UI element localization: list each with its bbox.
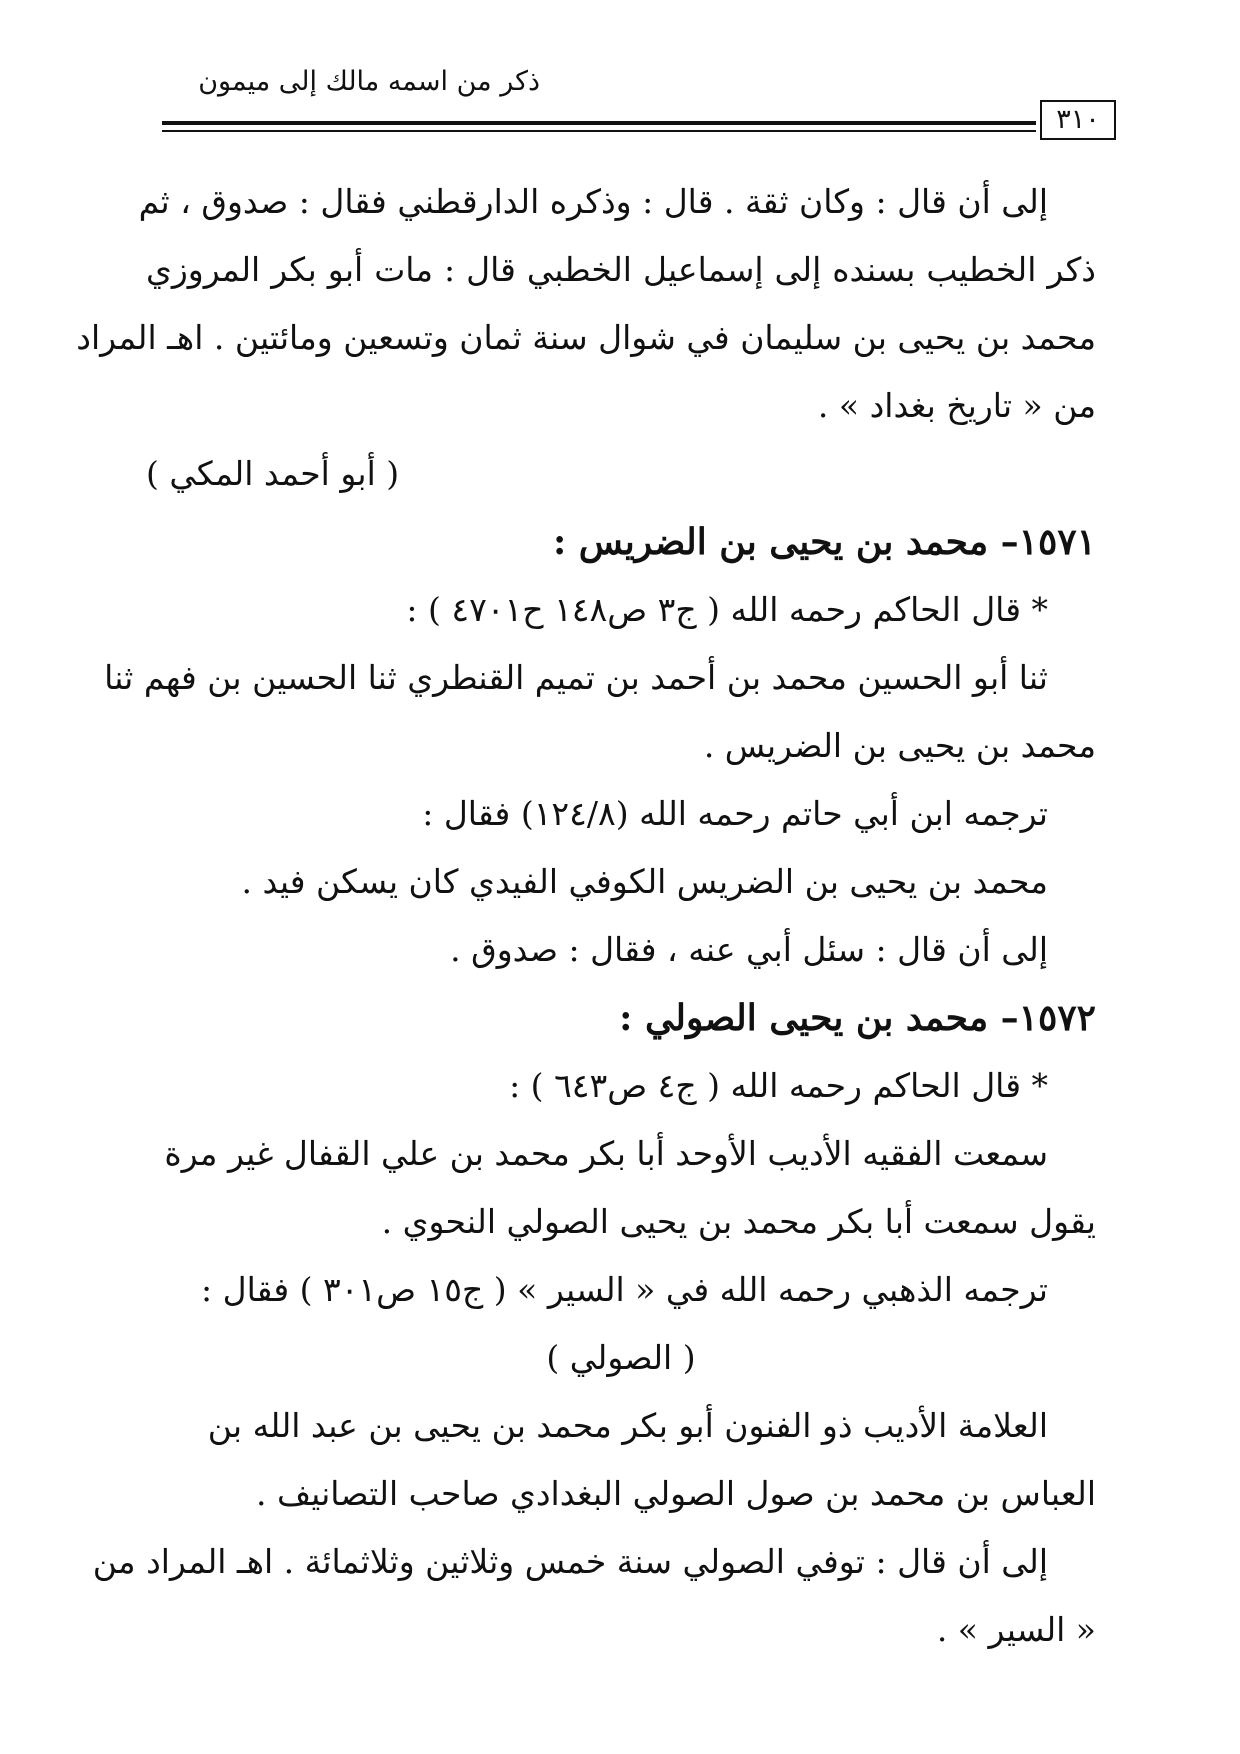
kunya-line: ( أبو أحمد المكي )	[146, 454, 400, 493]
body-line: ترجمه ابن أبي حاتم رحمه الله (١٢٤/٨) فقال :	[422, 794, 1048, 833]
header-rule-thin	[162, 130, 1036, 132]
body-line: يقول سمعت أبا بكر محمد بن يحيى الصولي النحوي .	[381, 1202, 1096, 1241]
subtitle-line: ( الصولي )	[546, 1338, 696, 1377]
running-title: ذكر من اسمه مالك إلى ميمون	[198, 66, 540, 97]
body-line: إلى أن قال : سئل أبي عنه ، فقال : صدوق .	[450, 930, 1048, 969]
header-rule-thick	[162, 121, 1036, 125]
page-body	[76, 168, 1096, 1664]
body-line: محمد بن يحيى بن سليمان في شوال سنة ثمان وتسعين ومائتين . اهـ المراد	[76, 318, 1096, 357]
source-line: * قال الحاكم رحمه الله ( ج٣ ص١٤٨ ح٤٧٠١ ) :	[406, 590, 1048, 629]
entry-heading-1572: ١٥٧٢– محمد بن يحيى الصولي :	[619, 997, 1096, 1039]
body-line: ترجمه الذهبي رحمه الله في « السير » ( ج١٥ ص٣٠١ ) فقال :	[201, 1270, 1048, 1309]
body-line: إلى أن قال : توفي الصولي سنة خمس وثلاثين وثلاثمائة . اهـ المراد من	[92, 1542, 1048, 1581]
body-line: العلامة الأديب ذو الفنون أبو بكر محمد بن يحيى بن عبد الله بن	[207, 1406, 1048, 1445]
body-line: سمعت الفقيه الأديب الأوحد أبا بكر محمد بن علي القفال غير مرة	[164, 1134, 1048, 1173]
body-line: العباس بن محمد بن صول الصولي البغدادي صاحب التصانيف .	[256, 1474, 1096, 1513]
body-line: ذكر الخطيب بسنده إلى إسماعيل الخطبي قال : مات أبو بكر المروزي	[146, 250, 1096, 289]
body-line: « السير » .	[936, 1610, 1096, 1649]
body-line: محمد بن يحيى بن الضريس .	[703, 726, 1096, 765]
body-line: ثنا أبو الحسين محمد بن أحمد بن تميم القنطري ثنا الحسين بن فهم ثنا	[104, 658, 1048, 697]
body-line: محمد بن يحيى بن الضريس الكوفي الفيدي كان يسكن فيد .	[241, 862, 1048, 901]
page-number: ٣١٠	[1040, 100, 1116, 140]
source-line: * قال الحاكم رحمه الله ( ج٤ ص٦٤٣ ) :	[509, 1066, 1048, 1105]
body-line: إلى أن قال : وكان ثقة . قال : وذكره الدارقطني فقال : صدوق ، ثم	[138, 182, 1048, 221]
body-line: من « تاريخ بغداد » .	[817, 386, 1096, 425]
entry-heading-1571: ١٥٧١– محمد بن يحيى بن الضريس :	[552, 521, 1096, 563]
